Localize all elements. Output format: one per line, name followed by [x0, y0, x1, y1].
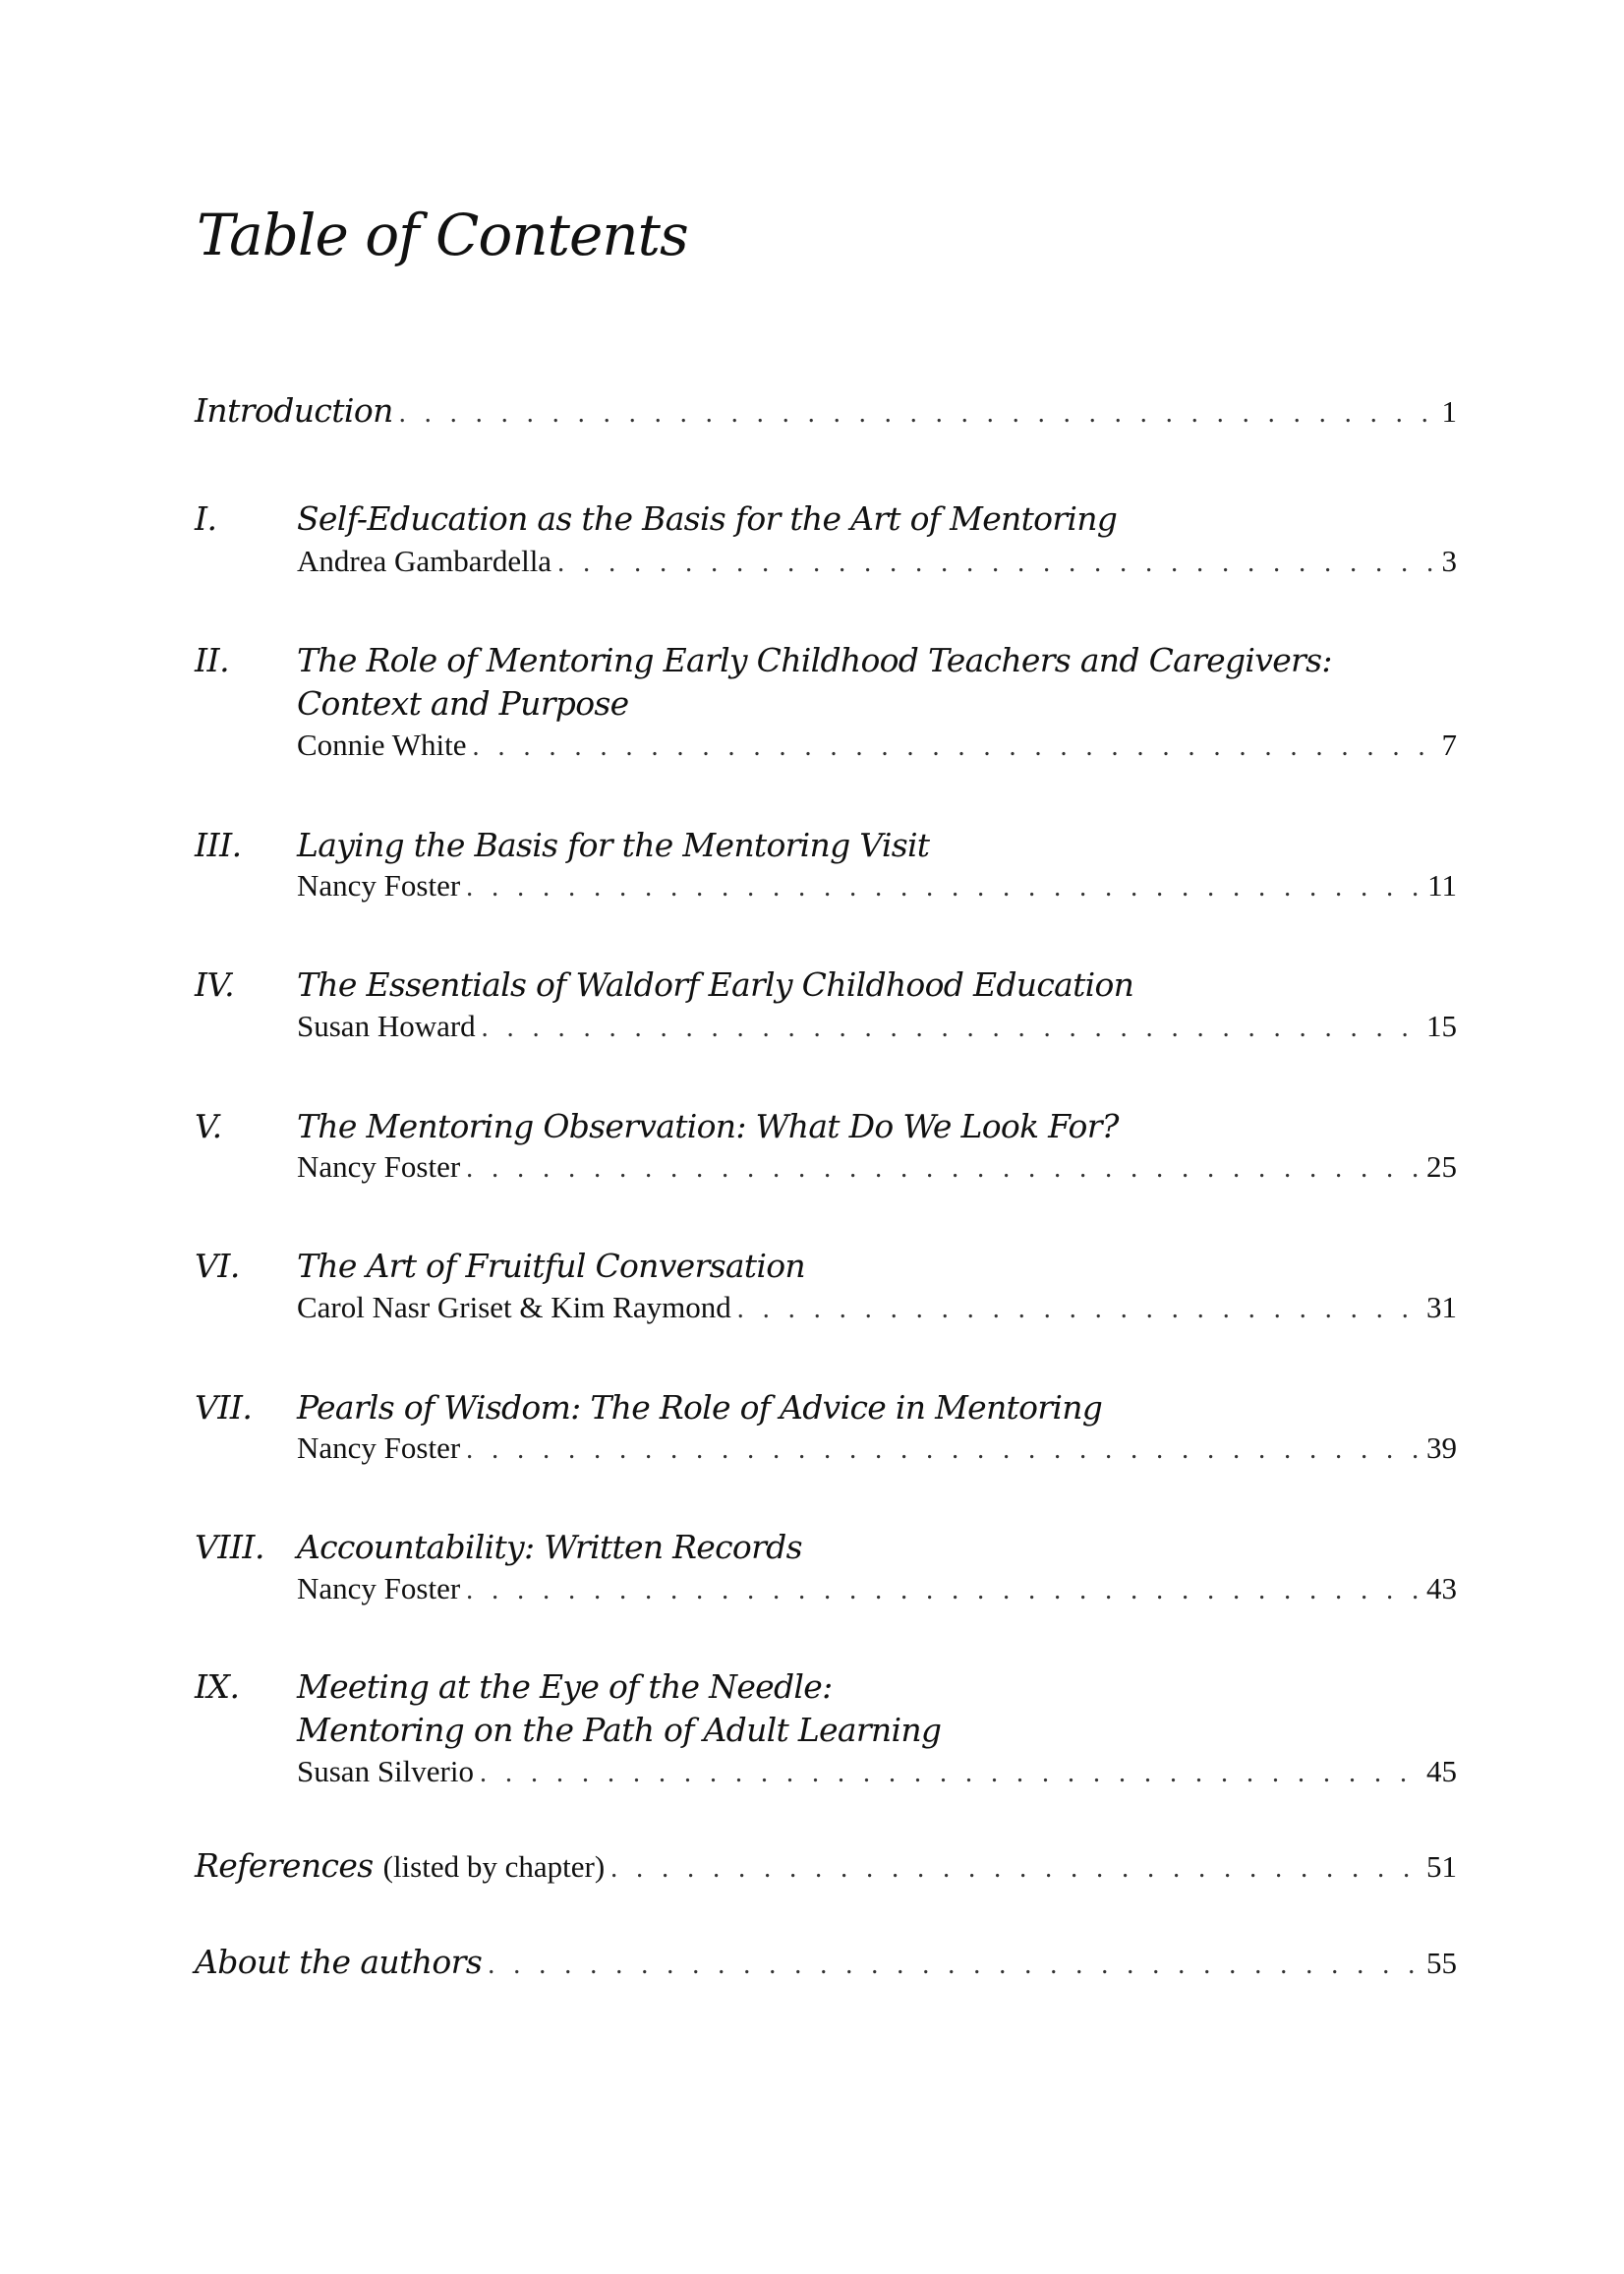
references-label: References [195, 1846, 374, 1885]
chapter-page-number: 25 [1426, 1149, 1457, 1184]
chapter-author: Susan Howard [297, 1009, 476, 1043]
chapter-author-row [297, 1290, 1457, 1325]
chapter-page-number: 15 [1426, 1009, 1457, 1043]
chapter-page-number: 11 [1427, 868, 1457, 903]
chapter-author-row [297, 544, 1457, 579]
chapter-page-number: 7 [1441, 728, 1457, 762]
dot-leader [399, 398, 1436, 430]
chapter-numeral: V. [195, 1107, 222, 1145]
chapter-title: The Mentoring Observation: What Do We Look For? [297, 1107, 1119, 1145]
chapter-title-line-2: Mentoring on the Path of Adult Learning [297, 1711, 942, 1749]
chapter-numeral: VI. [195, 1247, 240, 1285]
dot-leader [466, 1153, 1421, 1185]
chapter-author: Nancy Foster [297, 1571, 461, 1605]
dot-leader [466, 872, 1421, 904]
chapter-numeral: II. [195, 641, 230, 679]
toc-entry-about-authors[interactable] [195, 1943, 1457, 1981]
chapter-numeral: III. [195, 826, 242, 864]
chapter-author-row [297, 1009, 1457, 1044]
chapter-page-number: 45 [1426, 1754, 1457, 1788]
chapter-page-number: 39 [1426, 1430, 1457, 1465]
dot-leader [466, 1575, 1421, 1606]
about-label: About the authors [195, 1943, 483, 1981]
chapter-author-row [297, 1571, 1457, 1606]
introduction-label: Introduction [195, 391, 393, 430]
chapter-numeral: IV. [195, 965, 235, 1004]
chapter-author: Nancy Foster [297, 1149, 461, 1184]
chapter-author-row [297, 1149, 1457, 1185]
chapter-page-number: 31 [1426, 1290, 1457, 1324]
chapter-page-number: 43 [1426, 1571, 1457, 1605]
chapter-author: Connie White [297, 728, 467, 762]
chapter-numeral: VIII. [195, 1528, 264, 1566]
chapter-numeral: VII. [195, 1388, 253, 1427]
chapter-author-row [297, 1754, 1457, 1789]
chapter-title: The Art of Fruitful Conversation [297, 1247, 805, 1285]
chapter-title: Laying the Basis for the Mentoring Visit [297, 826, 930, 864]
introduction-page-number: 1 [1441, 394, 1457, 429]
about-page-number: 55 [1426, 1946, 1457, 1980]
dot-leader [480, 1758, 1421, 1789]
chapter-author-row [297, 868, 1457, 904]
toc-entry-references[interactable] [195, 1846, 1457, 1885]
chapter-author: Carol Nasr Griset & Kim Raymond [297, 1290, 731, 1324]
dot-leader [466, 1434, 1421, 1466]
page-title: Table of Contents [197, 202, 688, 268]
chapter-numeral: I. [195, 499, 217, 538]
dot-leader [610, 1853, 1421, 1885]
references-note: (listed by chapter) [382, 1849, 606, 1884]
chapter-author: Nancy Foster [297, 868, 461, 903]
chapter-author-row [297, 728, 1457, 763]
dot-leader [557, 548, 1435, 579]
dot-leader [482, 1013, 1421, 1044]
chapter-title-line-2: Context and Purpose [297, 684, 629, 723]
chapter-page-number: 3 [1441, 544, 1457, 578]
chapter-title: Meeting at the Eye of the Needle: [297, 1667, 833, 1706]
chapter-title: Pearls of Wisdom: The Role of Advice in Mentoring [297, 1388, 1103, 1427]
chapter-author: Nancy Foster [297, 1430, 461, 1465]
dot-leader [488, 1950, 1421, 1981]
chapter-title: Self-Education as the Basis for the Art of Mentoring [297, 499, 1118, 538]
dot-leader [737, 1294, 1421, 1325]
chapter-author: Susan Silverio [297, 1754, 474, 1788]
chapter-title: The Role of Mentoring Early Childhood Teachers and Caregivers: [297, 641, 1332, 679]
chapter-numeral: IX. [195, 1667, 240, 1706]
toc-entry-introduction[interactable] [195, 391, 1457, 430]
chapter-author-row [297, 1430, 1457, 1466]
chapter-title: The Essentials of Waldorf Early Childhood Education [297, 965, 1134, 1004]
chapter-title: Accountability: Written Records [297, 1528, 802, 1566]
chapter-author: Andrea Gambardella [297, 544, 552, 578]
dot-leader [472, 731, 1435, 763]
references-page-number: 51 [1426, 1849, 1457, 1884]
